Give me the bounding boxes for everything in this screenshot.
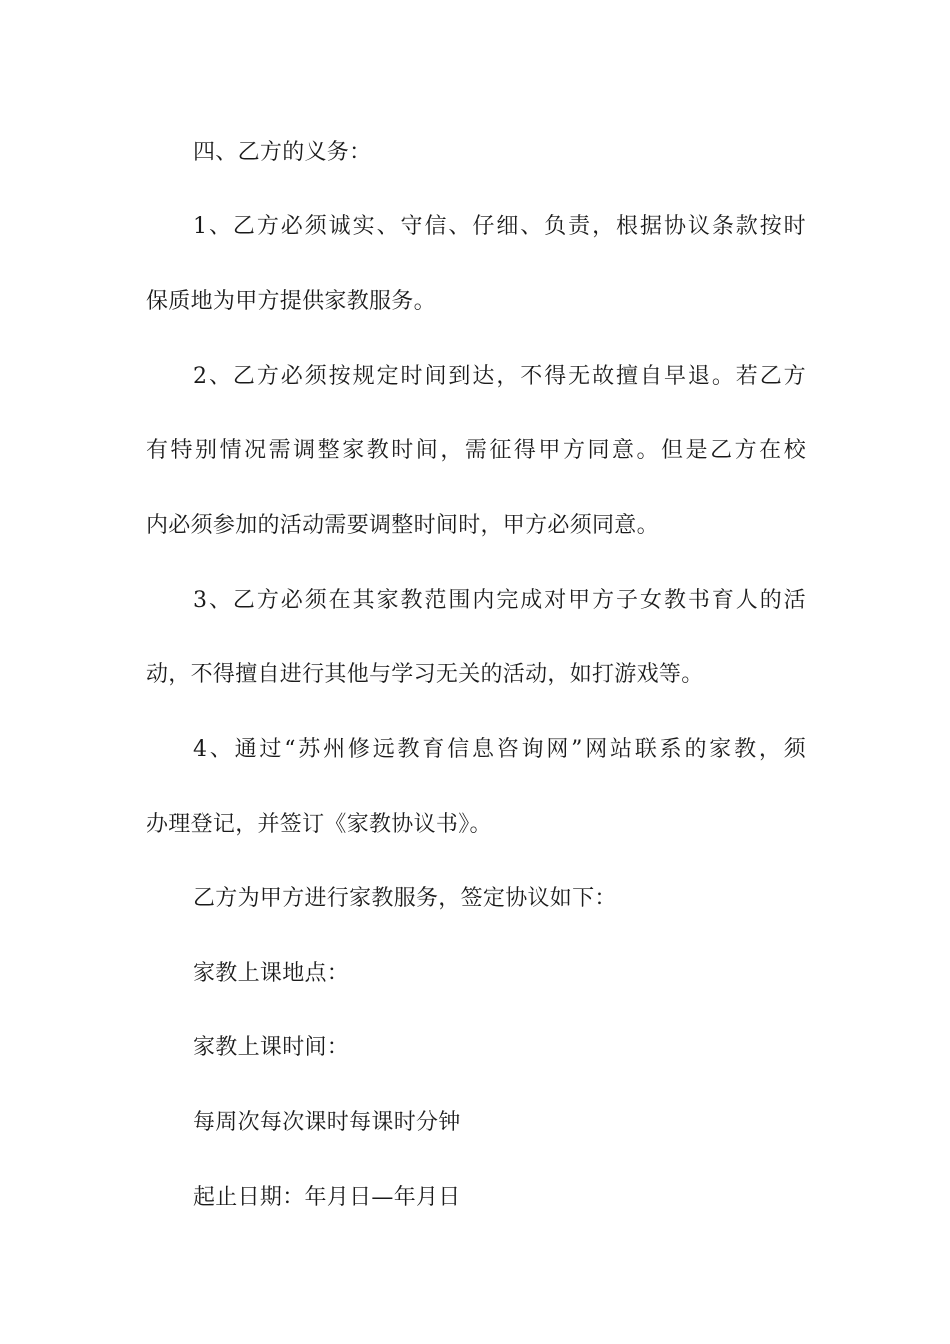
item-4-line-2: 办理登记，并签订《家教协议书》。: [146, 812, 492, 837]
item-3-line-2: 动，不得擅自进行其他与学习无关的活动，如打游戏等。: [146, 662, 704, 687]
date-range-line: 起止日期：年月日—年月日: [193, 1185, 461, 1210]
item-2-line-3: 内必须参加的活动需要调整时间时，甲方必须同意。: [146, 513, 659, 538]
item-4-line-1: 4、通过“苏州修远教育信息咨询网”网站联系的家教，须: [193, 737, 806, 762]
item-2-line-2: 有特别情况需调整家教时间，需征得甲方同意。但是乙方在校: [146, 438, 806, 463]
agreement-intro: 乙方为甲方进行家教服务，签定协议如下：: [193, 886, 617, 911]
schedule-line: 每周次每次课时每课时分钟: [193, 1110, 461, 1135]
section-heading: 四、乙方的义务：: [193, 140, 372, 165]
item-3-line-1: 3、乙方必须在其家教范围内完成对甲方子女教书育人的活: [193, 588, 806, 613]
item-2-line-1: 2、乙方必须按规定时间到达，不得无故擅自早退。若乙方: [193, 364, 806, 389]
time-label: 家教上课时间：: [193, 1035, 350, 1060]
location-label: 家教上课地点：: [193, 961, 350, 986]
item-1-line-1: 1、乙方必须诚实、守信、仔细、负责，根据协议条款按时: [193, 214, 806, 239]
item-1-line-2: 保质地为甲方提供家教服务。: [146, 289, 436, 314]
